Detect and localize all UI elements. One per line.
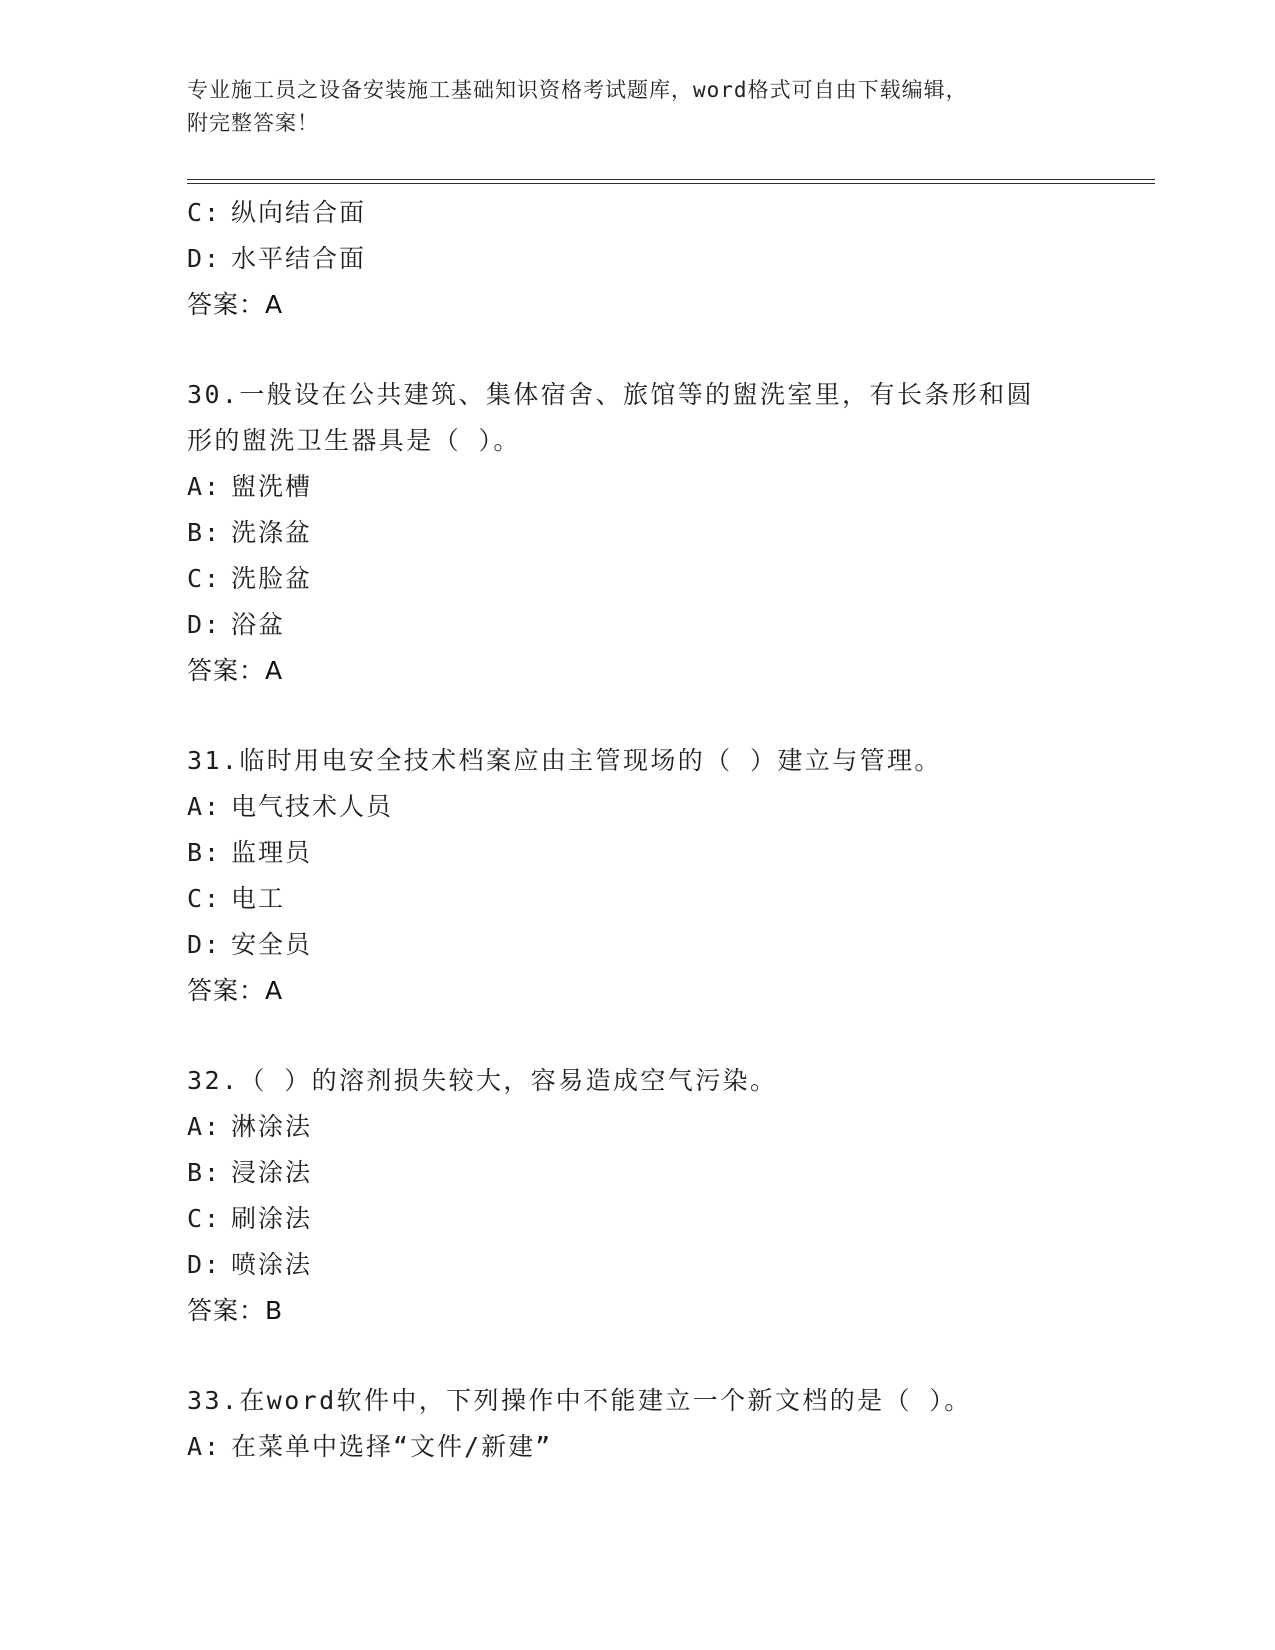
question-stem: 31.临时用电安全技术档案应由主管现场的（ ）建立与管理。: [187, 746, 942, 775]
question-stem: 33.在word软件中，下列操作中不能建立一个新文档的是（ ）。: [187, 1386, 972, 1415]
option-c: C: 纵向结合面: [187, 198, 367, 227]
option-d: D: 安全员: [187, 930, 313, 959]
option-b: B: 浸涂法: [187, 1158, 313, 1187]
option-b: B: 监理员: [187, 838, 313, 867]
option-a: A: 淋涂法: [187, 1112, 313, 1141]
option-d: D: 喷涂法: [187, 1250, 313, 1279]
option-d: D: 浴盆: [187, 610, 286, 639]
header-line-1: 专业施工员之设备安装施工基础知识资格考试题库，word格式可自由下载编辑，: [187, 78, 968, 102]
question-stem: 30.一般设在公共建筑、集体宿舍、旅馆等的盥洗室里，有长条形和圆 形的盥洗卫生器具是（ ）。: [187, 380, 1034, 455]
option-c: C: 电工: [187, 884, 286, 913]
option-c: C: 洗脸盆: [187, 564, 313, 593]
option-a: A: 盥洗槽: [187, 472, 313, 501]
answer-line: 答案：A: [187, 656, 284, 685]
answer-line: 答案：A: [187, 290, 284, 319]
question-29-tail: [187, 190, 1155, 328]
header-divider-top: [187, 179, 1155, 180]
question-32: [187, 1058, 1155, 1334]
question-31: [187, 738, 1155, 1014]
question-stem: 32.（ ）的溶剂损失较大，容易造成空气污染。: [187, 1066, 778, 1095]
document-header: [187, 74, 1087, 140]
header-divider-bottom: [187, 183, 1155, 184]
option-d: D: 水平结合面: [187, 244, 367, 273]
option-c: C: 刷涂法: [187, 1204, 313, 1233]
option-b: B: 洗涤盆: [187, 518, 313, 547]
document-body: [187, 190, 1155, 1470]
question-33: [187, 1378, 1155, 1470]
answer-line: 答案：A: [187, 976, 284, 1005]
option-a: A: 在菜单中选择“文件/新建”: [187, 1432, 553, 1461]
answer-line: 答案：B: [187, 1296, 284, 1325]
header-line-2: 附完整答案！: [187, 111, 319, 135]
option-a: A: 电气技术人员: [187, 792, 394, 821]
question-30: [187, 372, 1155, 694]
